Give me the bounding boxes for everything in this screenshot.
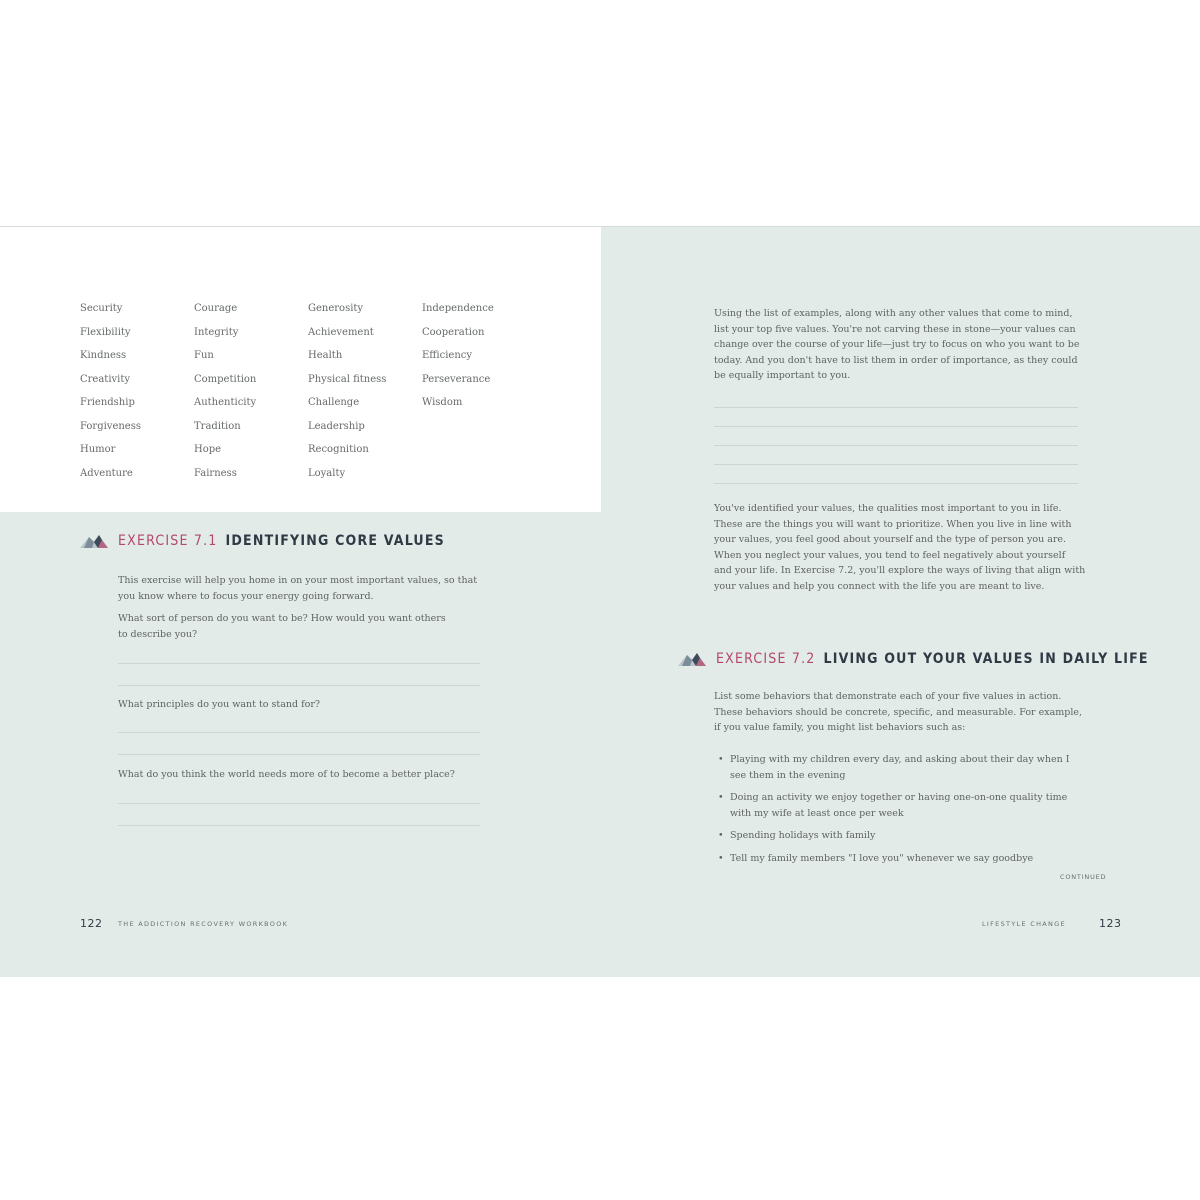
answer-line[interactable] [118,754,480,755]
values-grid [80,297,536,485]
value-word: Physical fitness [308,373,387,385]
value-word: Achievement [308,326,374,338]
exercise-7-1-number: EXERCISE 7.1 [118,533,218,549]
right-page-number: 123 [1099,917,1122,930]
right-page-paragraph-1: Using the list of examples, along with any other values that come to mind, list your top five values. You're not carving these in stone—your values can change over the course of your life—just try to focus on who you want to be today. And you don't have to list them in order of importance, as they could be equally important to you. [714,308,1080,382]
value-answer-line[interactable] [714,426,1078,427]
exercise-7-1-question-1: What sort of person do you want to be? How would you want others to describe you? [118,613,446,640]
list-item: • Tell my family members "I love you" whenever we say goodbye [714,851,1084,867]
value-word: Courage [194,303,238,314]
value-word: Generosity [308,303,364,314]
answer-line[interactable] [118,663,480,664]
value-word: Independence [422,303,494,314]
left-running-footer: THE ADDICTION RECOVERY WORKBOOK [118,920,289,928]
value-word: Fun [194,350,214,361]
exercise-7-2-title [716,651,1149,667]
value-word: Competition [194,373,257,385]
value-answer-line[interactable] [714,445,1078,446]
exercise-7-1-label: IDENTIFYING CORE VALUES [225,533,445,549]
value-word: Flexibility [80,326,131,338]
exercise-7-1-question-3: What do you think the world needs more of to become a better place? [118,769,455,780]
value-word: Leadership [308,420,365,432]
example-behaviors-list [714,752,1084,874]
value-word: Cooperation [422,326,485,338]
exercise-7-2-intro: List some behaviors that demonstrate each of your five values in action. These behaviors should be concrete, specific, and measurable. For example, if you value family, you might list behaviors such as: [714,691,1083,734]
list-item: • Doing an activity we enjoy together or having one-on-one quality time with my wife at least once per week [714,790,1084,821]
exercise-7-2-heading [678,651,1149,667]
values-list-box [0,227,601,512]
value-word: Adventure [80,467,133,479]
right-running-footer: LIFESTYLE CHANGE [982,920,1066,928]
value-word: Tradition [194,420,241,432]
value-word: Fairness [194,467,237,479]
exercise-7-2-label: LIVING OUT YOUR VALUES IN DAILY LIFE [823,651,1149,667]
value-word: Perseverance [422,373,491,385]
value-answer-line[interactable] [714,407,1078,408]
value-word: Kindness [80,350,127,361]
right-page-paragraph-2: You've identified your values, the qualities most important to you in life. These are the things you will want to prioritize. When you live in line with your values, you feel good about yourself and the type of person you are. When you neglect your values, you tend to feel negatively about yourself and your life. In Exercise 7.2, you'll explore the ways of living that align with your values and help you connect with the life you are meant to live. [714,503,1086,592]
exercise-7-1-title [118,533,445,549]
value-word: Friendship [80,397,135,408]
value-word: Forgiveness [80,420,141,432]
value-word: Challenge [308,397,360,408]
exercise-7-1-heading [80,533,445,549]
value-answer-line[interactable] [714,483,1078,484]
exercise-7-1-intro: This exercise will help you home in on your most important values, so that you know where to focus your energy going forward. [118,575,478,602]
exercise-7-1-question-2: What principles do you want to stand for? [118,699,320,710]
answer-line[interactable] [118,803,480,804]
answer-line[interactable] [118,825,480,826]
value-word: Recognition [308,444,369,455]
value-word: Integrity [194,326,239,338]
value-word: Humor [80,444,116,455]
value-word: Efficiency [422,350,473,361]
value-word-empty [422,415,536,439]
value-word-empty [422,462,536,486]
value-word: Hope [194,444,222,455]
value-word: Authenticity [194,397,257,408]
value-word: Creativity [80,373,131,385]
value-word: Security [80,303,123,314]
value-word: Health [308,350,343,361]
mountain-icon [80,534,108,548]
value-word: Loyalty [308,467,346,479]
value-word-empty [422,438,536,462]
value-answer-line[interactable] [714,464,1078,465]
left-page-number: 122 [80,917,103,930]
list-item: • Spending holidays with family [714,828,1084,844]
exercise-7-2-number: EXERCISE 7.2 [716,651,816,667]
answer-line[interactable] [118,685,480,686]
continued-label: CONTINUED [1060,873,1107,881]
mountain-icon [678,652,706,666]
book-spread [0,226,1200,977]
list-item: • Playing with my children every day, and asking about their day when I see them in the evening [714,752,1084,783]
answer-line[interactable] [118,732,480,733]
value-word: Wisdom [422,397,463,408]
